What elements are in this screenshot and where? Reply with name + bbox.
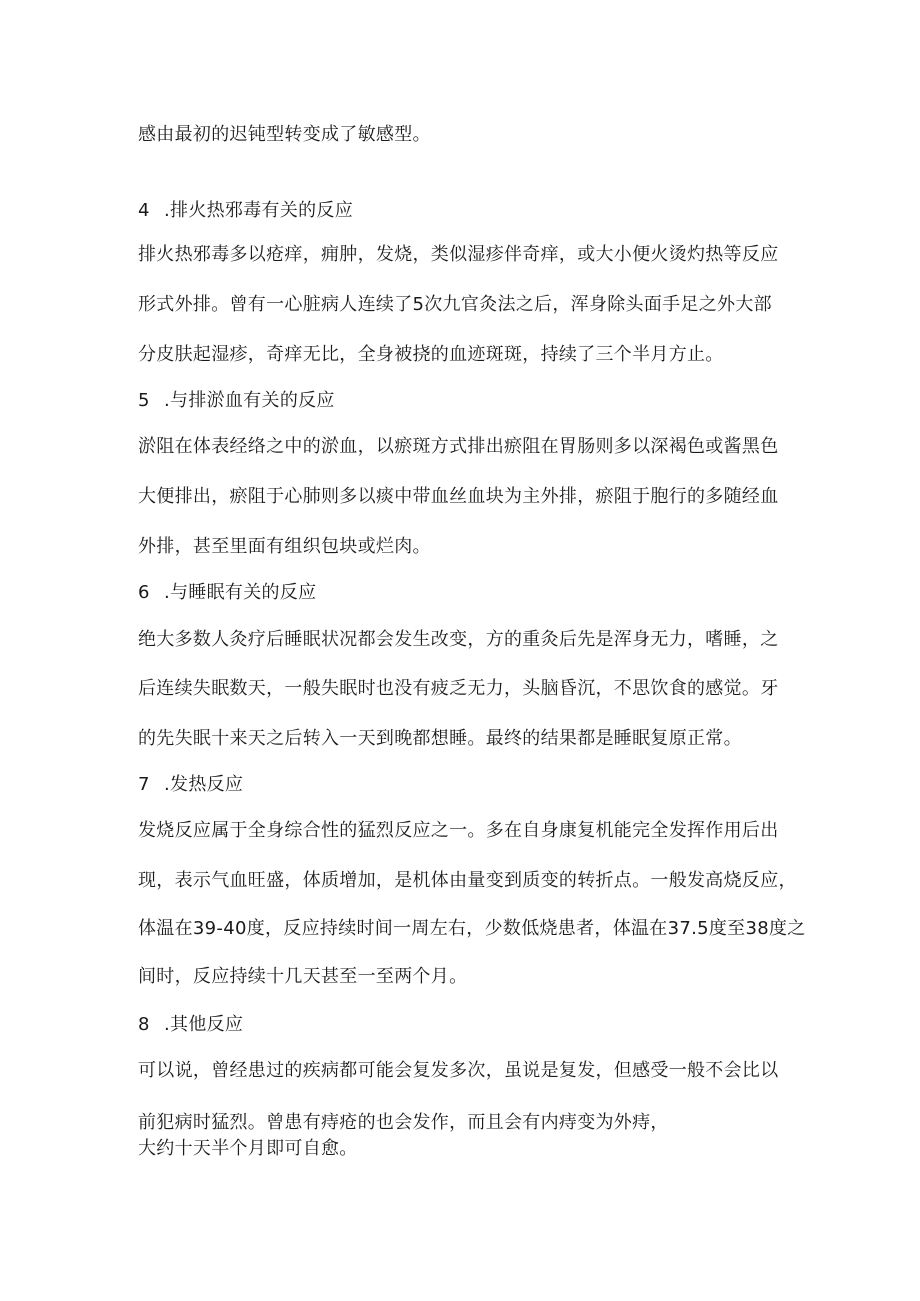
section-number: 5 bbox=[138, 390, 150, 411]
paragraph-line: 体温在39-40度，反应持续时间一周左右，少数低烧患者，体温在37.5度至38度之 bbox=[138, 918, 806, 939]
paragraph-line: 大约十天半个月即可自愈。 bbox=[138, 1138, 358, 1159]
paragraph-line: 前犯病时猛烈。曾患有痔疮的也会发作，而且会有内痔变为外痔， bbox=[138, 1112, 669, 1133]
section-title: .与排淤血有关的反应 bbox=[164, 390, 335, 411]
section-number: 7 bbox=[138, 774, 150, 795]
section-heading-5 bbox=[138, 389, 335, 413]
section-title: .发热反应 bbox=[164, 774, 244, 795]
paragraph-line: 发烧反应属于全身综合性的猛烈反应之一。多在自身康复机能完全发挥作用后出 bbox=[138, 820, 779, 841]
section-title: .与睡眠有关的反应 bbox=[164, 582, 317, 603]
paragraph-line: 的先失眠十来天之后转入一天到晚都想睡。最终的结果都是睡眠复原正常。 bbox=[138, 728, 742, 749]
paragraph-line: 分皮肤起湿疹，奇痒无比，全身被挠的血迹斑斑，持续了三个半月方止。 bbox=[138, 344, 724, 365]
paragraph-line: 大便排出，瘀阻于心肺则多以痰中带血丝血块为主外排，瘀阻于胞行的多随经血 bbox=[138, 486, 779, 507]
paragraph-line: 形式外排。曾有一心脏病人连续了5次九官灸法之后，浑身除头面手足之外大部 bbox=[138, 294, 772, 315]
paragraph-line: 绝大多数人灸疗后睡眠状况都会发生改变，方的重灸后先是浑身无力，嗜睡，之 bbox=[138, 629, 779, 650]
paragraph-line: 外排，甚至里面有组织包块或烂肉。 bbox=[138, 536, 431, 557]
paragraph-line: 间时，反应持续十几天甚至一至两个月。 bbox=[138, 966, 468, 987]
section-number: 4 bbox=[138, 200, 150, 221]
paragraph-line: 现，表示气血旺盛，体质增加，是机体由量变到质变的转折点。一般发高烧反应， bbox=[138, 870, 797, 891]
section-heading-8 bbox=[138, 1013, 243, 1037]
section-title: .排火热邪毒有关的反应 bbox=[164, 200, 354, 221]
section-number: 8 bbox=[138, 1014, 150, 1035]
paragraph-line: 排火热邪毒多以疮痒，痈肿，发烧，类似湿疹伴奇痒，或大小便火烫灼热等反应 bbox=[138, 244, 779, 265]
section-heading-6 bbox=[138, 581, 316, 605]
paragraph-line: 可以说，曾经患过的疾病都可能会复发多次，虽说是复发，但感受一般不会比以 bbox=[138, 1060, 779, 1081]
paragraph-line: 后连续失眠数天，一般失眠时也没有疲乏无力，头脑昏沉，不思饮食的感觉。牙 bbox=[138, 678, 779, 699]
section-number: 6 bbox=[138, 582, 150, 603]
section-heading-4 bbox=[138, 199, 353, 223]
intro-line: 感由最初的迟钝型转变成了敏感型。 bbox=[138, 124, 431, 145]
section-title: .其他反应 bbox=[164, 1014, 244, 1035]
paragraph-line: 淤阻在体表经络之中的淤血，以瘀斑方式排出瘀阻在胃肠则多以深褐色或酱黑色 bbox=[138, 436, 779, 457]
section-heading-7 bbox=[138, 773, 243, 797]
